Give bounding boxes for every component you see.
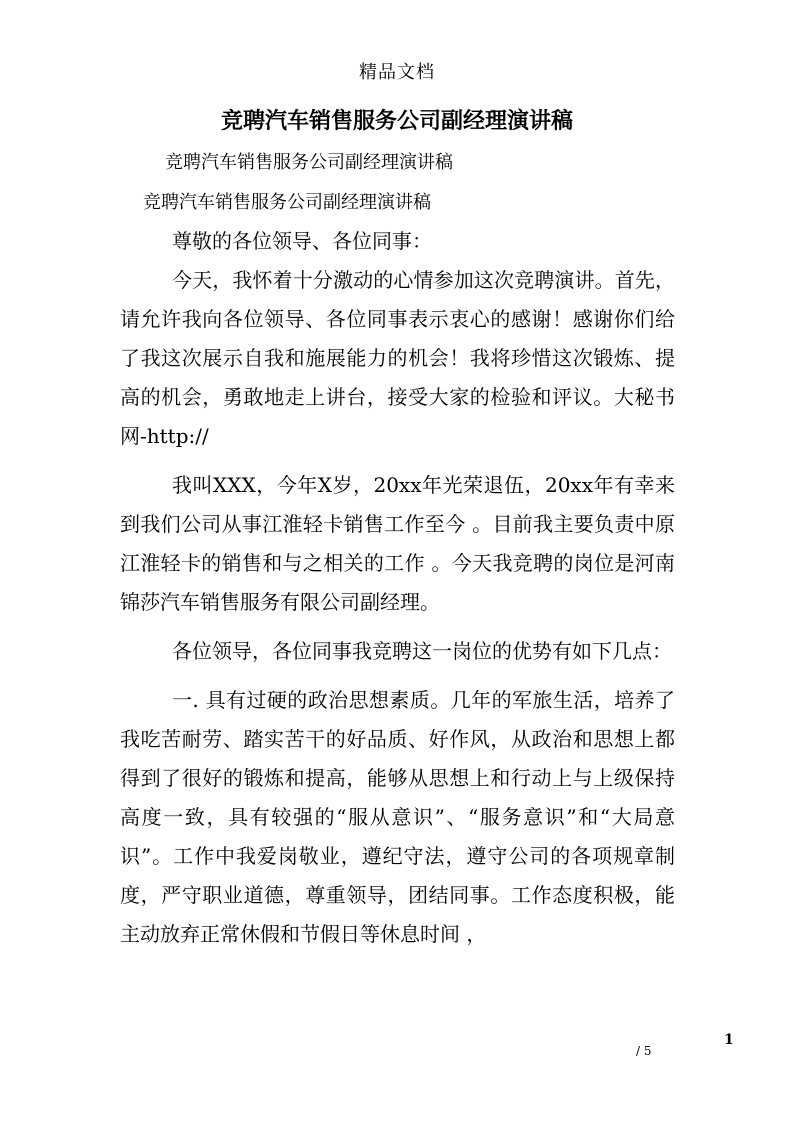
paragraph-self-introduction: 我叫XXX，今年X岁，20xx年光荣退伍，20xx年有幸来到我们公司从事江淮轻卡销售工作至今 。目前我主要负责中原江淮轻卡的销售和与之相关的工作 。今天我竞聘的岗位是河南锦莎汽车销售服务有限公司副经理。 <box>120 473 675 614</box>
paragraph-intro: 今天，我怀着十分激动的心情参加这次竞聘演讲。首先，请允许我向各位领导、各位同事表示衷心的感谢！感谢你们给了我这次展示自我和施展能力的机会！我将珍惜这次锻炼、提高的机会，勇敢地走上讲台，接受大家的检验和评议。大秘书网-http:// <box>120 268 675 448</box>
paragraph-advantages-intro: 各位领导，各位同事我竞聘这一岗位的优势有如下几点： <box>172 639 672 663</box>
body-text <box>120 222 675 954</box>
paragraph-greeting: 尊敬的各位领导、各位同事： <box>172 229 432 253</box>
header-label: 精品文档 <box>359 62 435 83</box>
subtitle-line-1: 竞聘汽车销售服务公司副经理演讲稿 <box>165 152 453 173</box>
paragraph-advantage-one: 一. 具有过硬的政治思想素质。几年的军旅生活，培养了我吃苦耐劳、踏实苦干的好品质、好作风，从政治和思想上都得到了很好的锻炼和提高，能够从思想上和行动上与上级保持高度一致，具有较强的“服从意识”、“服务意识”和“大局意识”。工作中我爱岗敬业，遵纪守法，遵守公司的各项规章制度，严守职业道德，尊重领导，团结同事。工作态度积极，能主动放弃正常休假和节假日等休息时间 ， <box>120 688 675 946</box>
page-total: / 5 <box>636 1044 652 1058</box>
page-title: 竞聘汽车销售服务公司副经理演讲稿 <box>220 108 573 134</box>
subtitle-line-2: 竞聘汽车销售服务公司副经理演讲稿 <box>143 192 431 213</box>
page-number: 1 <box>724 1032 734 1048</box>
